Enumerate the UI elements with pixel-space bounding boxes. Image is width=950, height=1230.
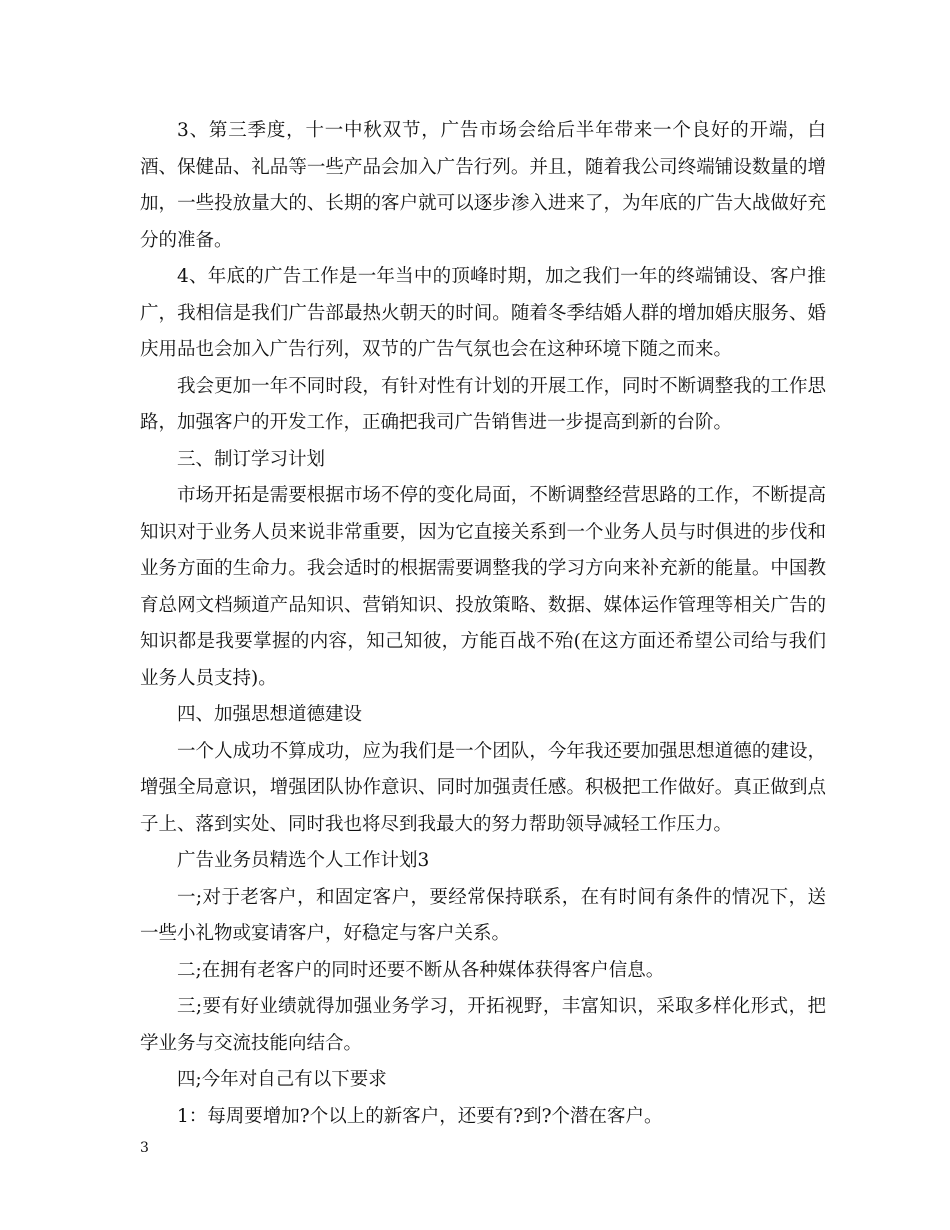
document-body [140,113,826,1135]
page-number: 3 [140,1140,149,1156]
paragraph-work-plan: 我会更加一年不同时段，有针对性有计划的开展工作，同时不断调整我的工作思路，加强客户的开发工作，正确把我司广告销售进一步提高到新的台阶。 [140,375,826,433]
list-item-old-customers: 一;对于老客户，和固定客户，要经常保持联系，在有时间有条件的情况下，送一些小礼物或宴请客户，好稳定与客户关系。 [140,886,826,944]
section-title-plan-3: 广告业务员精选个人工作计划3 [177,850,430,871]
list-item-requirements: 四;今年对自己有以下要求 [177,1069,387,1090]
heading-study-plan: 三、制订学习计划 [177,448,326,470]
heading-ethics: 四、加强思想道德建设 [177,704,363,725]
paragraph-q3: 3、第三季度，十一中秋双节，广告市场会给后半年带来一个良好的开端，白酒、保健品、礼品等一些产品会加入广告行列。并且，随着我公司终端铺设数量的增加，一些投放量大的、长期的客户就可以逐步渗入进来了，为年底的广告大战做好充分的准备。 [140,120,826,251]
paragraph-market-knowledge: 市场开拓是需要根据市场不停的变化局面，不断调整经营思路的工作，不断提高知识对于业务人员来说非常重要，因为它直接关系到一个业务人员与时俱进的步伐和业务方面的生命力。我会适时的根据需要调整我的学习方向来补充新的能量。中国教育总网文档频道产品知识、营销知识、投放策略、数据、媒体运作管理等相关广告的知识都是我要掌握的内容，知己知彼，方能百战不殆(在这方面还希望公司给与我们业务人员支持)。 [140,485,826,689]
paragraph-year-end: 4、年底的广告工作是一年当中的顶峰时期，加之我们一年的终端铺设、客户推广，我相信是我们广告部最热火朝天的时间。随着冬季结婚人群的增加婚庆服务、婚庆用品也会加入广告行列，双节的广告气氛也会在这种环境下随之而来。 [140,266,826,360]
list-item-business-learning: 三;要有好业绩就得加强业务学习，开拓视野，丰富知识，采取多样化形式，把学业务与交流技能向结合。 [140,996,826,1054]
paragraph-teamwork: 一个人成功不算成功，应为我们是一个团队，今年我还要加强思想道德的建设，增强全局意识，增强团队协作意识、同时加强责任感。积极把工作做好。真正做到点子上、落到实处、同时我也将尽到我最大的努力帮助领导减轻工作压力。 [140,740,826,835]
list-item-weekly-target: 1：每周要增加?个以上的新客户，还要有?到?个潜在客户。 [177,1105,663,1127]
list-item-customer-info: 二;在拥有老客户的同时还要不断从各种媒体获得客户信息。 [177,959,665,981]
